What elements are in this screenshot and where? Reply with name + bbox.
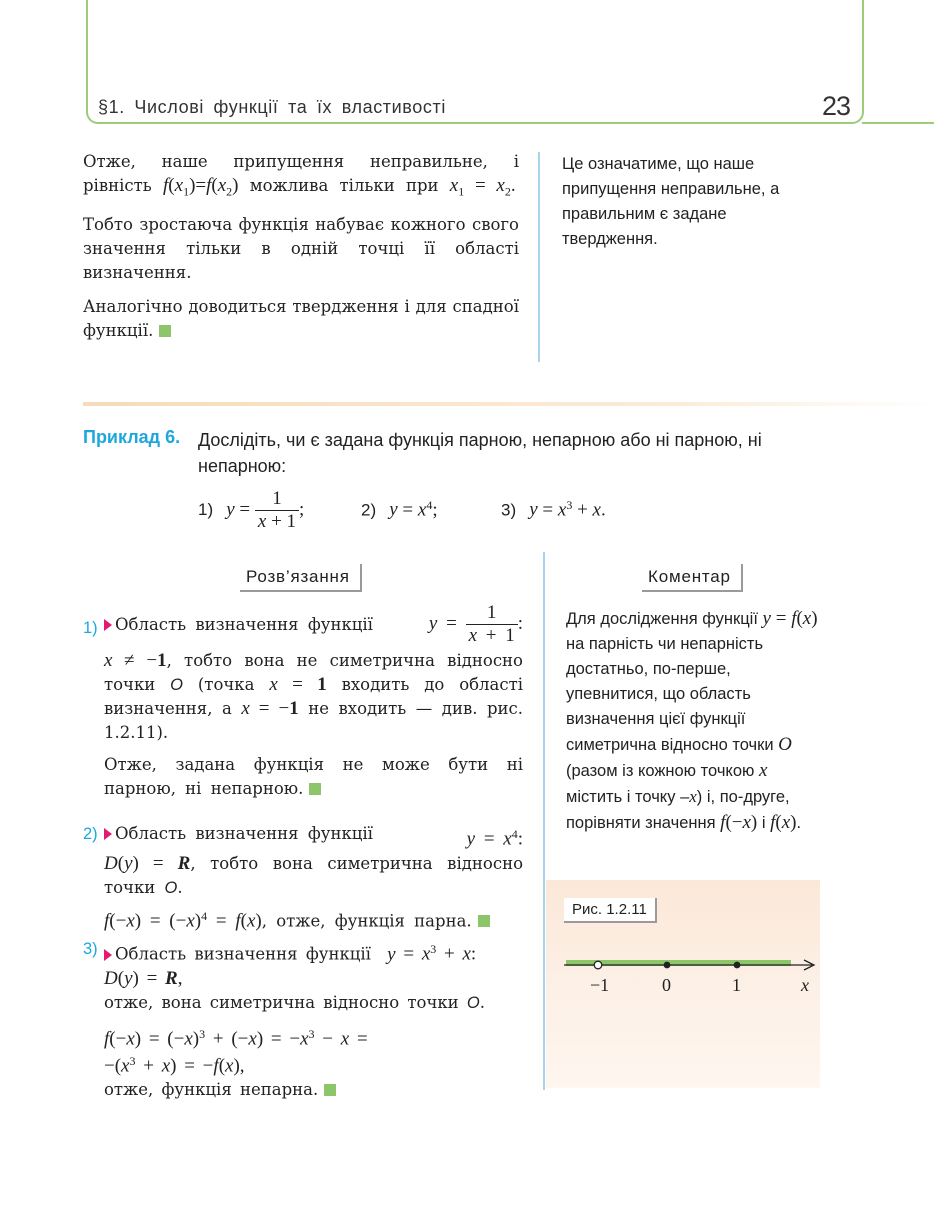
proof-paragraph-2 xyxy=(83,213,519,285)
open-point xyxy=(594,961,602,969)
end-of-proof-icon xyxy=(478,915,490,927)
running-head: §1. Числові функції та їх властивості xyxy=(98,97,446,117)
commentary-heading: Коментар xyxy=(642,564,743,592)
step-marker-icon xyxy=(104,828,112,840)
example-text: Дослідіть, чи є задана функція парною, непарною або ні парною, ні непарною: xyxy=(198,430,762,476)
tick-label-0: 0 xyxy=(662,975,671,995)
example-item-2: 2) $y = x^4$; xyxy=(361,498,438,521)
proof-paragraph-3: Аналогічно доводиться твердження і для спадної функції. xyxy=(83,297,519,341)
tick-label-minus1: −1 xyxy=(590,975,610,995)
end-of-proof-icon xyxy=(324,1084,336,1096)
number-line-svg xyxy=(546,880,820,1088)
example-item-1: 1) y = $\frac{1}{x + 1}$ ; xyxy=(198,488,305,532)
step-marker-icon xyxy=(104,619,112,631)
column-divider-bottom xyxy=(543,552,545,1090)
fraction: $\frac{1}{x + 1}$ xyxy=(255,488,299,533)
solution-heading: Розв’язання xyxy=(240,564,362,592)
solution-step-3: 3) Область визначення функції $y = x^3 + x$: D(y) = R, отже, вона симетрична відносно точки O. $f(-x) = (-x)^3 + (-x) = -x^3 - x$ = $-(x^3 + x) = -f(x)$, отже, функція непарна. xyxy=(83,940,486,1099)
example-item-3: 3) $y = x^3 + x$. xyxy=(501,498,606,521)
solution-step-1: 1) Область визначення функції y = $\frac{1}{x + 1}$ : x ≠ −1, тобто вона не симетрична відносно точки O (точка x = 1 входить до області визначення, а x = −1 не входить — див. рис. 1.2.11). Отже, задана функція не може бути ні парною, ні непарною. xyxy=(83,602,524,798)
margin-comment: Це означатиме, що наше припущення неправильне, а правильним є задане твердження. xyxy=(562,155,780,248)
proof-paragraph-1: Отже, наше припущення неправильне, і рівність $f(x_1)=f(x_2)$ можлива тільки при $x_1 = x_2$. xyxy=(83,152,519,199)
page-number: 23 xyxy=(822,91,851,121)
header-frame-line xyxy=(862,122,934,124)
end-of-proof-icon xyxy=(159,325,171,337)
tick-label-1: 1 xyxy=(732,975,741,995)
column-divider-top xyxy=(538,152,540,362)
axis-label-x: x xyxy=(801,975,809,995)
formula-equality: f xyxy=(163,175,169,196)
example-label: Приклад 6. xyxy=(83,427,181,447)
proof-conclusion xyxy=(83,150,519,353)
end-of-proof-icon xyxy=(309,783,321,795)
figure-number-line xyxy=(546,880,820,1088)
solution-step-2: 2) Область визначення функції $y = x^4$: D(y) = R, тобто вона симетрична відносно точки O. $f(-x) = (-x)^4 = f(x)$, отже, функція парна. xyxy=(83,824,523,931)
commentary-text: Для дослідження функції y = f(x) на парність чи непарність достатньо, по-перше, упевнитися, що область визначення цієї функції симетрична відносно точки O (разом із кожною точкою x містить і точку –x) і, по-друге, порівняти значення f(−x) і f(x). xyxy=(566,608,818,833)
closed-point-1 xyxy=(734,962,741,969)
section-divider xyxy=(83,402,934,406)
closed-point-0 xyxy=(664,962,671,969)
step-marker-icon xyxy=(104,949,112,961)
figure-label: Рис. 1.2.11 xyxy=(564,898,657,923)
proof-text-2: Тобто зростаюча функція набуває кожного свого значення тільки в одній точці її області визначення. xyxy=(83,215,519,283)
